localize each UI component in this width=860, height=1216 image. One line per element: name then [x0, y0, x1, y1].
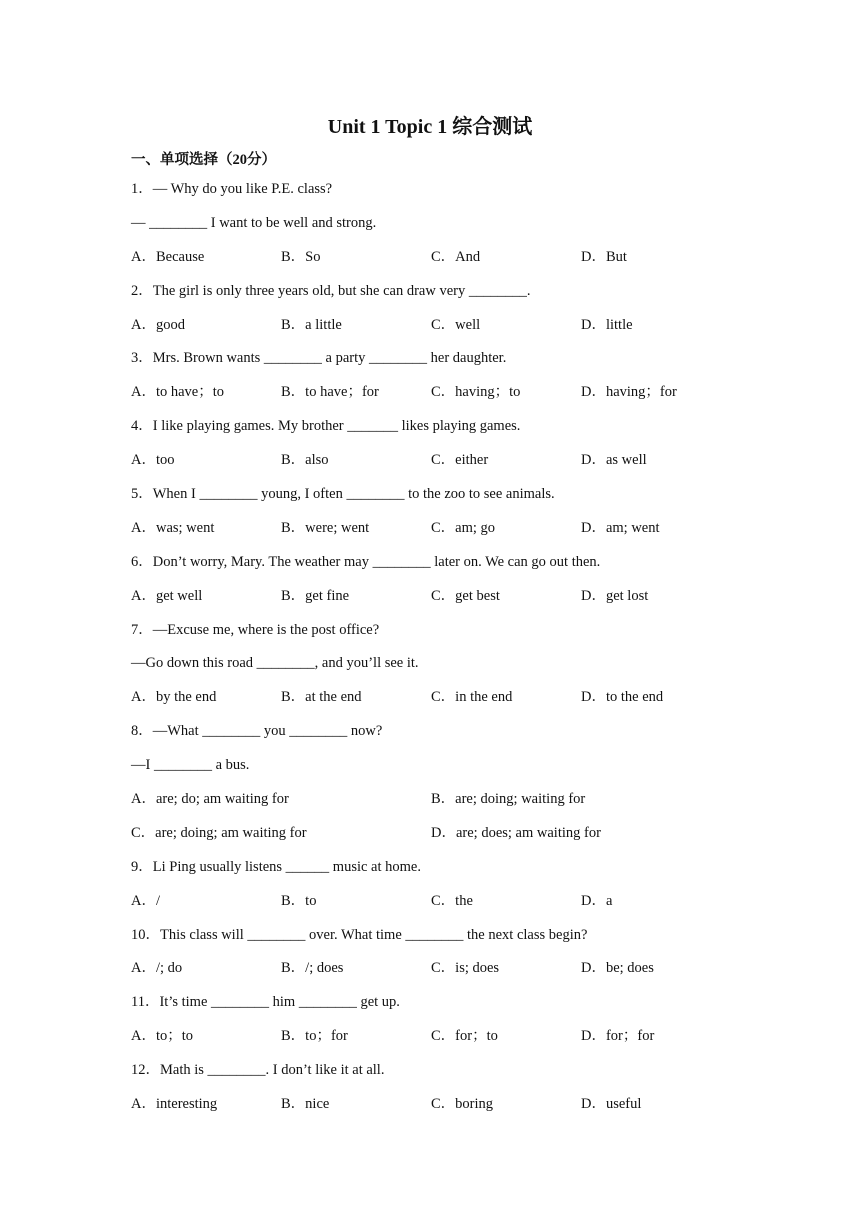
question-10	[131, 922, 751, 990]
question-dialogue-line: — ________ I want to be well and strong.	[131, 214, 377, 231]
question-12	[131, 1057, 751, 1125]
question-dialogue-line: —Go down this road ________, and you’ll see it.	[131, 655, 419, 672]
answer-option: C．get best	[431, 587, 500, 604]
answer-option: B．a little	[281, 316, 342, 333]
answer-option: A．/	[131, 892, 160, 909]
answer-option: A．/; do	[131, 960, 183, 977]
options-row	[131, 447, 751, 481]
answer-option: C．either	[431, 452, 489, 469]
options-row	[131, 379, 751, 413]
question-6	[131, 549, 751, 617]
answer-option: A．good	[131, 316, 185, 333]
answer-option: B．to have；for	[281, 384, 379, 401]
answer-option: C．are; doing; am waiting for	[131, 824, 307, 841]
question-8	[131, 718, 751, 854]
answer-option: A．to；to	[131, 1028, 194, 1045]
options-row	[131, 888, 751, 922]
answer-option: B．/; does	[281, 960, 344, 977]
answer-option: A．interesting	[131, 1096, 218, 1113]
question-stem: 3．Mrs. Brown wants ________ a party ________ her daughter.	[131, 350, 507, 367]
section-heading: 一、单项选择（20分）	[131, 152, 276, 168]
question-9	[131, 854, 751, 922]
answer-option: B．are; doing; waiting for	[431, 791, 586, 808]
question-4	[131, 413, 751, 481]
question-1	[131, 176, 751, 278]
question-stem: 5．When I ________ young, I often ________ to the zoo to see animals.	[131, 486, 555, 503]
answer-option: C．am; go	[431, 519, 496, 536]
answer-option: A．too	[131, 452, 175, 469]
question-stem: 9．Li Ping usually listens ______ music at home.	[131, 858, 421, 875]
question-2	[131, 278, 751, 346]
options-row	[131, 684, 751, 718]
options-row	[131, 955, 751, 989]
question-stem: 1．— Why do you like P.E. class?	[131, 181, 333, 197]
options-row	[131, 1091, 751, 1125]
question-stem: 11．It’s time ________ him ________ get up.	[131, 994, 400, 1011]
answer-option: D．are; does; am waiting for	[431, 824, 601, 841]
answer-option: D．to the end	[581, 689, 664, 706]
answer-option: C．the	[431, 892, 473, 909]
answer-option: D．having；for	[581, 384, 677, 401]
answer-option: C．is; does	[431, 960, 500, 977]
answer-option: D．But	[581, 248, 627, 265]
options-row	[131, 312, 751, 346]
answer-option: D．a	[581, 892, 613, 909]
question-stem: 8．—What ________ you ________ now?	[131, 723, 383, 740]
question-stem: 7．—Excuse me, where is the post office?	[131, 621, 380, 638]
answer-option: B．to；for	[281, 1028, 348, 1045]
options-row	[131, 1023, 751, 1057]
options-row	[131, 820, 751, 854]
answer-option: C．for；to	[431, 1028, 498, 1045]
answer-option: C．well	[431, 316, 481, 333]
answer-option: D．am; went	[581, 519, 660, 536]
options-row	[131, 515, 751, 549]
answer-option: A．was; went	[131, 519, 215, 536]
answer-option: A．get well	[131, 587, 203, 604]
question-stem: 2．The girl is only three years old, but she can draw very ________.	[131, 282, 531, 299]
answer-option: B．get fine	[281, 587, 350, 604]
question-stem: 4．I like playing games. My brother _______ likes playing games.	[131, 418, 521, 435]
question-11	[131, 989, 751, 1057]
answer-option: C．having；to	[431, 384, 521, 401]
answer-option: D．little	[581, 316, 633, 333]
question-dialogue-line: —I ________ a bus.	[131, 757, 250, 774]
answer-option: C．boring	[431, 1096, 494, 1113]
answer-option: B．So	[281, 248, 321, 265]
answer-option: A．to have；to	[131, 384, 225, 401]
answer-option: C．And	[431, 248, 481, 265]
answer-option: B．were; went	[281, 519, 370, 536]
answer-option: D．as well	[581, 452, 647, 469]
answer-option: B．at the end	[281, 689, 362, 706]
question-stem: 6．Don’t worry, Mary. The weather may ________ later on. We can go out then.	[131, 553, 601, 570]
question-7	[131, 617, 751, 719]
page-title: Unit 1 Topic 1 综合测试	[327, 116, 533, 138]
answer-option: D．be; does	[581, 960, 654, 977]
answer-option: D．useful	[581, 1096, 642, 1113]
answer-option: B．to	[281, 892, 317, 909]
question-list	[131, 176, 751, 1125]
options-row	[131, 244, 751, 278]
answer-option: C．in the end	[431, 689, 513, 706]
question-3	[131, 345, 751, 413]
answer-option: A．are; do; am waiting for	[131, 791, 289, 808]
question-stem: 12．Math is ________. I don’t like it at all.	[131, 1062, 385, 1079]
question-5	[131, 481, 751, 549]
answer-option: B．nice	[281, 1096, 330, 1113]
answer-option: B．also	[281, 452, 329, 469]
answer-option: A．Because	[131, 248, 205, 265]
options-row	[131, 583, 751, 617]
answer-option: D．get lost	[581, 587, 649, 604]
answer-option: D．for；for	[581, 1028, 655, 1045]
question-stem: 10．This class will ________ over. What time ________ the next class begin?	[131, 926, 588, 943]
options-row	[131, 786, 751, 820]
answer-option: A．by the end	[131, 689, 217, 706]
